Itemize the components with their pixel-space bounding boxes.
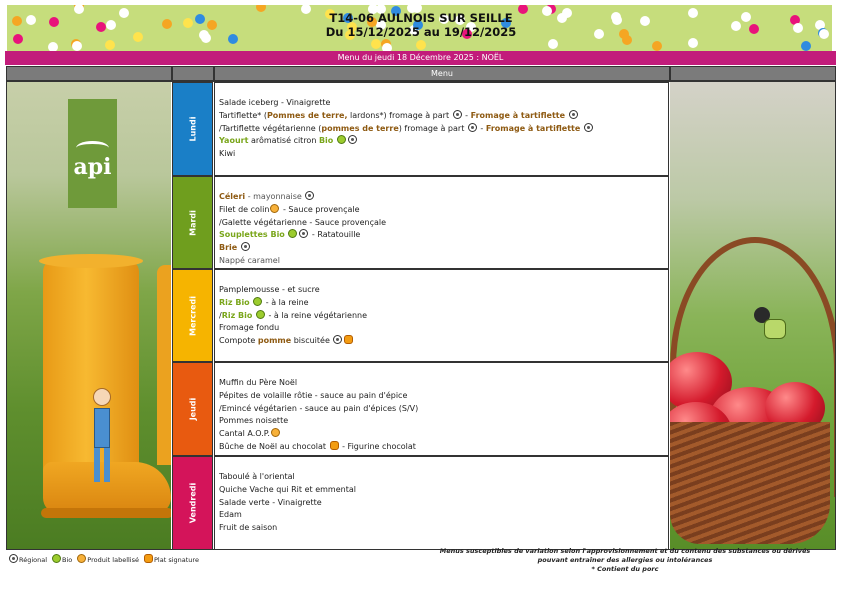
legend-item-regional: [8, 556, 47, 564]
menu-text: [237, 243, 240, 252]
page-dates: Du 15/12/2025 au 19/12/2025: [325, 25, 517, 39]
menu-item: [219, 335, 668, 348]
menu-text: Fromage à tartiflette: [485, 123, 581, 133]
label-icon: [271, 428, 280, 437]
legend-item-bio: [51, 556, 72, 564]
photo-boots: [7, 82, 171, 549]
menu-item: [219, 297, 668, 310]
regional-icon: [241, 242, 250, 251]
regional-icon: [584, 123, 593, 132]
banner-dot: [688, 38, 698, 48]
menu-cell-mardi: [214, 176, 669, 269]
boot-rim: [39, 254, 143, 268]
header-cell-left: [6, 66, 172, 81]
menu-item: [219, 148, 668, 161]
menu-item: [219, 284, 668, 297]
basket: [670, 422, 830, 544]
menu-text: Pamplemousse - et sucre: [219, 285, 320, 294]
menu-text: Salade iceberg - Vinaigrette: [219, 98, 331, 107]
day-name: Mercredi: [188, 295, 197, 336]
day-label-lundi: [172, 82, 213, 176]
menu-text: Bûche de Noël au chocolat: [219, 441, 329, 451]
menu-cell-jeudi: [214, 362, 669, 456]
menu-text: -: [462, 110, 471, 120]
legend-label: Produit labellisé: [87, 556, 139, 564]
regional-icon: [305, 191, 314, 200]
label-icon: [270, 204, 279, 213]
banner-dot: [72, 41, 82, 51]
banner-dot: [371, 39, 381, 49]
day-label-mardi: [172, 176, 213, 269]
menu-item: [219, 191, 668, 204]
banner-dot: [801, 41, 811, 51]
menu-cell-lundi: [214, 82, 669, 176]
menu-item: [219, 522, 668, 535]
menu-text: /Tartiflette végétarienne (: [219, 123, 322, 133]
label-icon: [77, 554, 86, 563]
menu-item: [219, 403, 668, 416]
legend-item-label: [76, 556, 139, 564]
day-label-vendredi: [172, 456, 213, 550]
menu-text: Filet de colin: [219, 204, 270, 214]
menu-text: Nappé caramel: [219, 255, 280, 265]
menu-text: /Galette végétarienne - Sauce provençale: [219, 217, 387, 227]
menu-item: [219, 110, 668, 123]
menu-text: [333, 136, 336, 145]
menu-text: Yaourt: [219, 136, 249, 146]
banner-dot: [48, 42, 58, 51]
regional-icon: [569, 110, 578, 119]
menu-text: biscuitée: [291, 336, 333, 346]
menu-of-the-day-bar: Menu du jeudi 18 Décembre 2025 : NOËL: [5, 51, 836, 65]
menu-text: pommes de terre: [321, 123, 399, 133]
menu-text: - à la reine: [263, 297, 309, 307]
menu-item: [219, 428, 668, 441]
day-name: Lundi: [188, 116, 197, 142]
day-name: Mardi: [188, 209, 197, 236]
menu-item: [219, 255, 668, 268]
menu-item: [219, 204, 668, 217]
menu-text: [250, 298, 253, 307]
menu-text: Muffin du Père Noël: [219, 378, 298, 387]
menu-text: Compote: [219, 336, 258, 346]
menu-text: arômatisé citron: [248, 136, 319, 146]
menu-item: [219, 135, 668, 148]
menu-item: [219, 377, 668, 390]
bio-icon: [337, 135, 346, 144]
menu-item: [219, 322, 668, 335]
banner-dot: [105, 40, 115, 50]
menu-item: [219, 97, 668, 110]
menu-text: [252, 311, 255, 320]
gardener-kid-illustration: [87, 388, 117, 488]
legend: [8, 554, 203, 564]
regional-icon: [453, 110, 462, 119]
bio-icon: [256, 310, 265, 319]
menu-text: - mayonnaise: [245, 192, 305, 201]
menu-text: [565, 111, 568, 120]
menu-text: Souplettes Bio: [219, 230, 285, 240]
climbing-kid-illustration: [752, 307, 792, 352]
header-cell-menu: Menu: [214, 66, 670, 81]
menu-item: [219, 415, 668, 428]
logo-swoosh-icon: [76, 141, 109, 155]
day-label-jeudi: [172, 362, 213, 456]
page-title-block: [0, 11, 842, 39]
menu-text: [580, 124, 583, 133]
menu-text: Cantal A.O.P.: [219, 429, 270, 439]
allergy-note: [410, 547, 840, 574]
menu-text: ) fromage à part: [398, 123, 467, 133]
bio-icon: [52, 554, 61, 563]
menu-cell-vendredi: [214, 456, 669, 550]
menu-text: Riz Bio: [219, 297, 250, 307]
menu-item: [219, 310, 668, 323]
note-line-3: * Contient du porc: [591, 565, 659, 573]
page-title: T14-06 AULNOIS SUR SEILLE: [329, 11, 513, 25]
regional-icon: [333, 335, 342, 344]
menu-text: Quiche Vache qui Rit et emmental: [219, 484, 356, 494]
menu-item: [219, 229, 668, 242]
menu-text: - Figurine chocolat: [339, 441, 416, 451]
day-name: Jeudi: [188, 397, 197, 421]
menu-text: Fromage fondu: [219, 323, 280, 333]
menu-text: Céleri: [219, 192, 246, 201]
legend-label: Plat signature: [154, 556, 199, 564]
menu-cell-mercredi: [214, 269, 669, 362]
menu-item: [219, 242, 668, 255]
api-logo: [68, 99, 117, 208]
regional-icon: [348, 135, 357, 144]
regional-icon: [468, 123, 477, 132]
day-name: Vendredi: [188, 482, 197, 524]
menu-item: [219, 509, 668, 522]
note-line-1: Menus susceptibles de variation selon l'approvisionnement et du contenu des substances ou dérivés: [439, 547, 811, 555]
legend-label: Régional: [19, 556, 48, 564]
second-boot: [157, 265, 171, 465]
menu-item: [219, 217, 668, 230]
signature-icon: [330, 441, 339, 450]
menu-text: - Ratatouille: [309, 230, 361, 240]
signature-icon: [344, 335, 353, 344]
menu-item: [219, 471, 668, 484]
menu-text: Brie: [219, 243, 238, 253]
menu-item: [219, 497, 668, 510]
note-line-2: pouvant entraîner des allergies ou intolérances: [537, 556, 713, 564]
menu-text: Riz Bio: [221, 310, 253, 320]
header-cell-day: [172, 66, 214, 81]
menu-item: [219, 123, 668, 136]
banner-dot: [652, 41, 662, 51]
menu-item: [219, 390, 668, 403]
signature-icon: [144, 554, 153, 563]
menu-text: Fruit de saison: [219, 523, 278, 533]
menu-text: - Sauce provençale: [280, 204, 360, 214]
menu-text: /: [219, 310, 222, 320]
banner-dot: [416, 40, 426, 50]
menu-text: /Emincé végétarien - sauce au pain d'épices (S/V): [219, 403, 419, 413]
menu-text: Edam: [219, 510, 242, 520]
regional-icon: [299, 229, 308, 238]
menu-item: [219, 441, 668, 454]
bio-icon: [253, 297, 262, 306]
menu-text: Tartiflette* (: [219, 110, 267, 120]
menu-text: Pommes noisette: [219, 416, 289, 426]
menu-text: lardons*) fromage à part: [347, 110, 452, 120]
menu-text: -: [477, 123, 486, 133]
legend-label: Bio: [62, 556, 73, 564]
menu-item: [219, 484, 668, 497]
logo-text: api: [73, 154, 112, 180]
menu-text: Pommes de terre,: [266, 110, 348, 120]
menu-text: Kiwi: [219, 149, 236, 159]
menu-text: pomme: [257, 336, 292, 346]
header-cell-right: [670, 66, 836, 81]
regional-icon: [9, 554, 18, 563]
menu-text: Pépites de volaille rôtie - sauce au pain d'épice: [219, 390, 408, 400]
banner-dot: [548, 39, 558, 49]
menu-text: Salade verte - Vinaigrette: [219, 497, 322, 507]
bio-icon: [288, 229, 297, 238]
menu-text: [285, 230, 288, 239]
banner-dot: [382, 43, 392, 51]
menu-text: Taboulé à l'oriental: [219, 472, 295, 481]
photo-apple-basket: [670, 82, 835, 549]
legend-item-signature: [143, 556, 199, 564]
menu-text: Bio: [318, 136, 334, 146]
menu-text: - à la reine végétarienne: [265, 310, 368, 320]
boot-sole: [41, 508, 171, 518]
day-label-mercredi: [172, 269, 213, 362]
menu-text: Fromage à tartiflette: [470, 110, 566, 120]
